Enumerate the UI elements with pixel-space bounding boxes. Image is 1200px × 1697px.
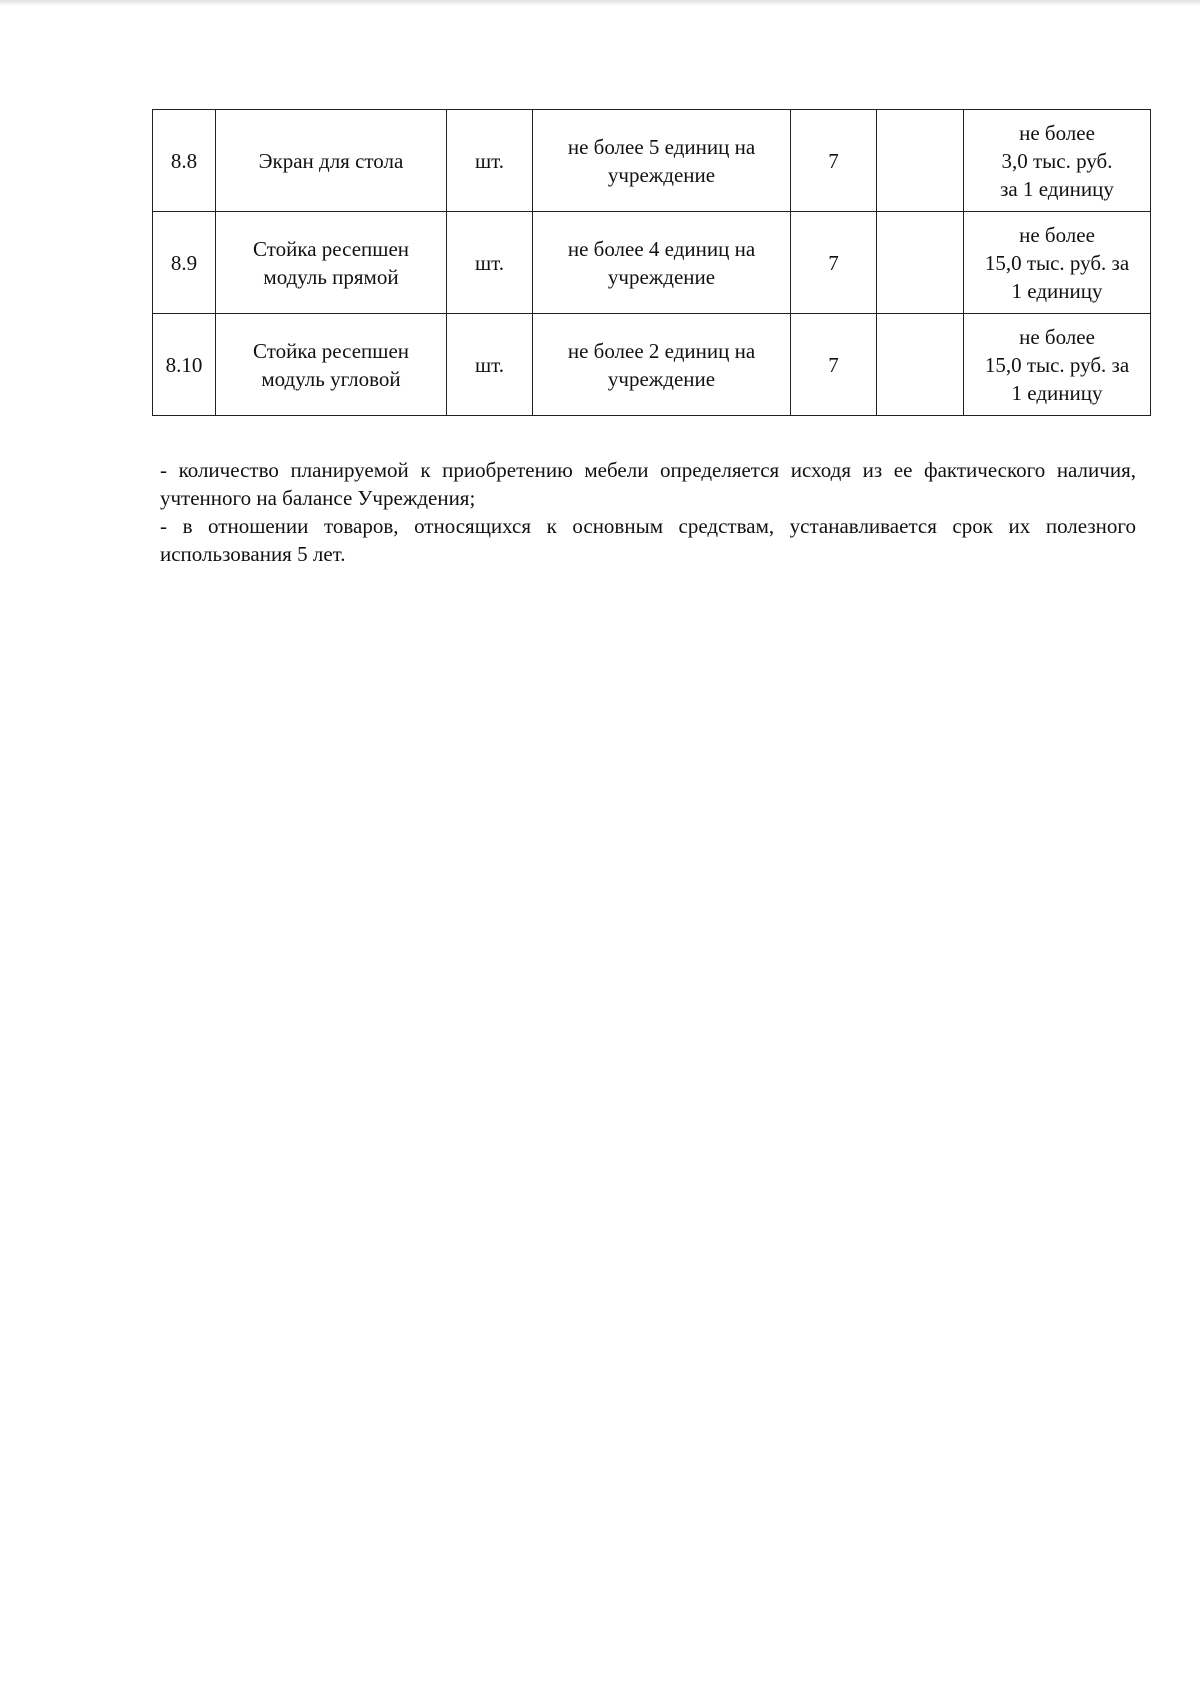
note-paragraph: - в отношении товаров, относящихся к основным средствам, устанавливается срок их полезного использования 5 лет. xyxy=(160,514,1136,566)
price-line: не более xyxy=(1019,324,1095,349)
quantity-line: не более 5 единиц на xyxy=(567,134,756,159)
note-paragraph: - количество планируемой к приобретению мебели определяется исходя из ее фактического наличия, учтенного на балансе Учреждения; xyxy=(160,458,1136,510)
item-name-line: модуль угловой xyxy=(261,366,401,391)
item-name-line: Экран для стола xyxy=(258,148,404,173)
price-line: не более xyxy=(1019,120,1095,145)
price-cell xyxy=(964,212,1151,314)
item-name-line: Стойка ресепшен xyxy=(252,338,410,363)
quantity-cell xyxy=(533,212,791,314)
notes-block xyxy=(160,456,1136,568)
item-name-cell xyxy=(216,212,447,314)
item-name-cell xyxy=(216,314,447,416)
empty-cell xyxy=(877,212,964,314)
price-line: 3,0 тыс. руб. xyxy=(1001,148,1113,173)
quantity-line: не более 2 единиц на xyxy=(567,338,756,363)
price-line: не более xyxy=(1019,222,1095,247)
unit-cell: шт. xyxy=(447,314,533,416)
table-row xyxy=(153,314,1151,416)
furniture-norms-table xyxy=(152,109,1151,416)
price-cell xyxy=(964,110,1151,212)
service-years-cell: 7 xyxy=(791,110,877,212)
unit-cell: шт. xyxy=(447,212,533,314)
row-number-cell: 8.9 xyxy=(153,212,216,314)
price-line: 15,0 тыс. руб. за xyxy=(984,352,1130,377)
unit-cell: шт. xyxy=(447,110,533,212)
item-name-line: модуль прямой xyxy=(263,264,399,289)
price-cell xyxy=(964,314,1151,416)
quantity-line: учреждение xyxy=(607,366,716,391)
row-number-cell: 8.8 xyxy=(153,110,216,212)
empty-cell xyxy=(877,314,964,416)
table-row xyxy=(153,212,1151,314)
price-line: 15,0 тыс. руб. за xyxy=(984,250,1130,275)
service-years-cell: 7 xyxy=(791,314,877,416)
quantity-line: учреждение xyxy=(607,264,716,289)
service-years-cell: 7 xyxy=(791,212,877,314)
quantity-cell xyxy=(533,314,791,416)
quantity-cell xyxy=(533,110,791,212)
empty-cell xyxy=(877,110,964,212)
item-name-cell xyxy=(216,110,447,212)
quantity-line: не более 4 единиц на xyxy=(567,236,756,261)
item-name-line: Стойка ресепшен xyxy=(252,236,410,261)
price-line: 1 единицу xyxy=(1011,278,1103,303)
row-number-cell: 8.10 xyxy=(153,314,216,416)
price-line: 1 единицу xyxy=(1011,380,1103,405)
table-row xyxy=(153,110,1151,212)
price-line: за 1 единицу xyxy=(1000,176,1114,201)
quantity-line: учреждение xyxy=(607,162,716,187)
